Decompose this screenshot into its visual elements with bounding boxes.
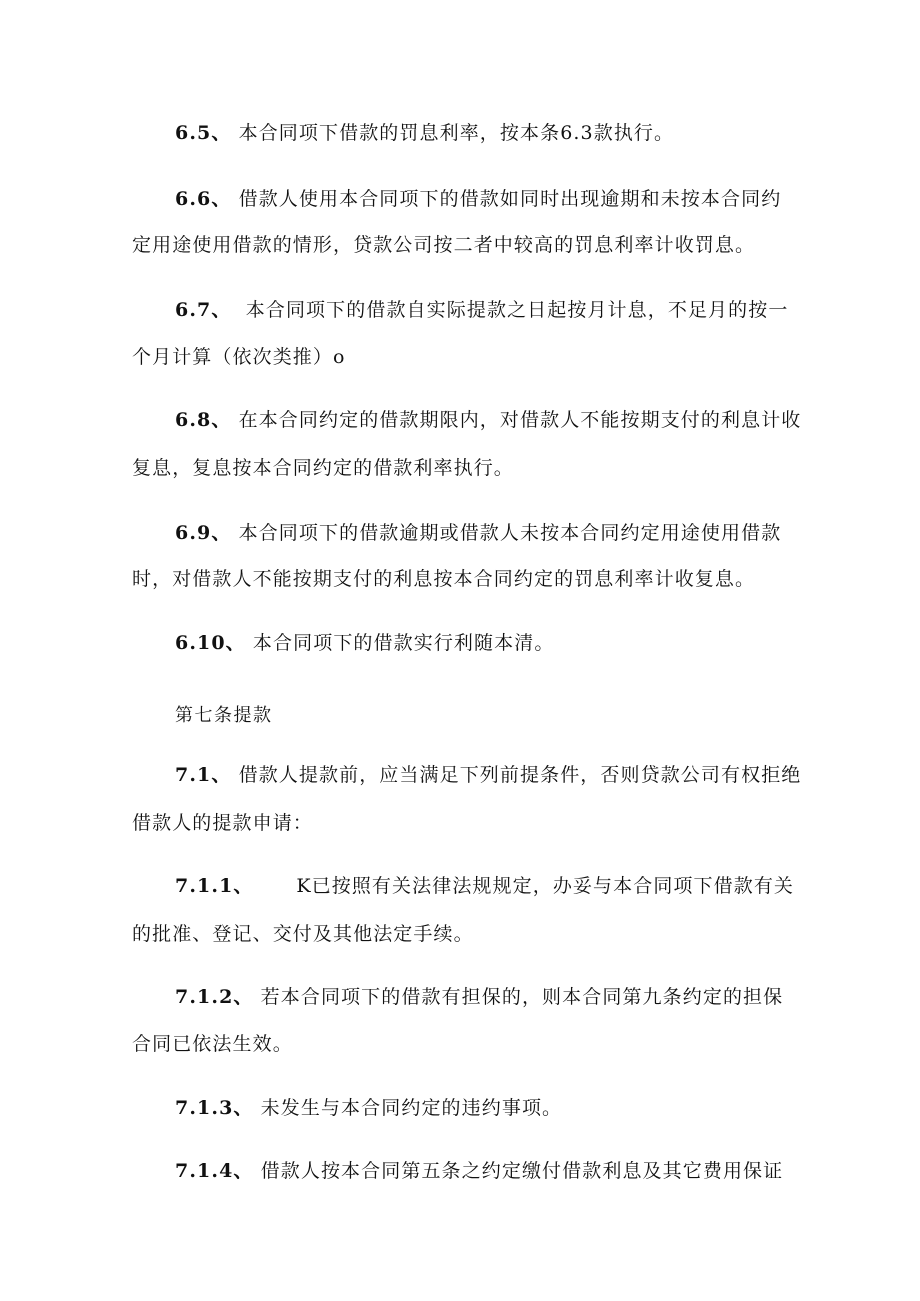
clause-text: 未发生与本合同约定的违约事项。 [253,1097,563,1119]
clause-text: 本合同项下的借款自实际提款之日起按月计息，不足月的按一 [231,299,789,321]
clause-6-6-continued: 定用途使用借款的情形，贷款公司按二者中较高的罚息利率计收罚息。 [132,234,756,256]
clause-text: K已按照有关法律法规规定，办妥与本合同项下借款有关 [253,875,795,897]
clause-number: 6.7、 [175,299,232,321]
clause-7-1-continued: 借款人的提款申请： [132,812,313,834]
clause-7-1-4 [175,1159,783,1183]
clause-number: 6.5、 [175,122,232,144]
clause-7-1-2 [175,985,783,1009]
clause-6-9 [175,521,781,545]
clause-7-1-1-continued: 的批准、登记、交付及其他法定手续。 [132,923,474,945]
clause-6-10 [175,631,554,655]
clause-number: 6.6、 [175,188,232,210]
clause-7-1 [175,763,801,787]
clause-6-7-continued: 个月计算（依次类推）o [132,346,346,368]
clause-number: 6.10、 [175,632,246,654]
clause-6-8-continued: 复息，复息按本合同约定的借款利率执行。 [132,457,514,479]
clause-text: 借款人使用本合同项下的借款如同时出现逾期和未按本合同约 [231,188,782,210]
clause-text: 借款人提款前，应当满足下列前提条件，否则贷款公司有权拒绝 [231,764,802,786]
clause-6-7 [175,298,788,322]
clause-number: 7.1、 [175,764,232,786]
clause-7-1-2-continued: 合同已依法生效。 [132,1033,293,1055]
clause-6-6 [175,187,781,211]
clause-6-5 [175,121,674,145]
clause-text: 借款人按本合同第五条之约定缴付借款利息及其它费用保证 [253,1160,784,1182]
clause-7-1-3 [175,1096,562,1120]
clause-text: 本合同项下的借款逾期或借款人未按本合同约定用途使用借款 [231,522,782,544]
clause-7-1-1 [175,874,794,898]
clause-text: 在本合同约定的借款期限内，对借款人不能按期支付的利息计收 [231,409,802,431]
clause-text: 若本合同项下的借款有担保的，则本合同第九条约定的担保 [253,986,784,1008]
clause-number: 6.8、 [175,409,232,431]
clause-6-9-continued: 时，对借款人不能按期支付的利息按本合同约定的罚息利率计收复息。 [132,568,756,590]
clause-number: 7.1.2、 [175,986,254,1008]
clause-number: 7.1.3、 [175,1097,254,1119]
clause-number: 7.1.1、 [175,875,254,897]
clause-6-8 [175,408,801,432]
clause-number: 7.1.4、 [175,1160,254,1182]
clause-text: 本合同项下的借款实行利随本清。 [245,632,555,654]
clause-text: 本合同项下借款的罚息利率，按本条6.3款执行。 [231,122,675,144]
clause-number: 6.9、 [175,522,232,544]
article-7-heading: 第七条提款 [175,705,273,726]
